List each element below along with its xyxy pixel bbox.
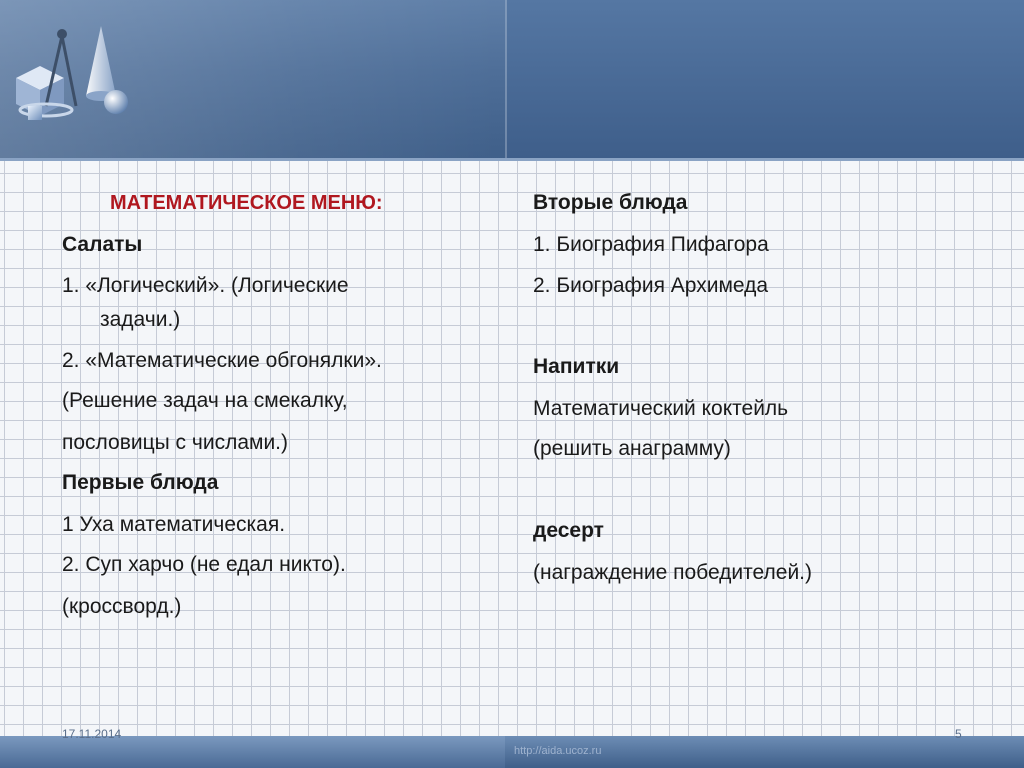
- salad-item-2-note: (Решение задач на смекалку,: [62, 389, 348, 412]
- drink-item-1: Математический коктейль: [533, 397, 789, 420]
- salad-item-1: 1. «Логический». (Логические: [62, 274, 349, 297]
- geometry-shapes-icon: [6, 6, 136, 124]
- footer-page-number: 5: [955, 727, 962, 741]
- salad-item-1-continued: задачи.): [100, 308, 181, 331]
- header-divider: [0, 158, 1024, 161]
- dessert-heading: десерт: [533, 519, 604, 542]
- footer-date: 17.11.2014: [62, 727, 122, 741]
- first-course-item-2: 2. Суп харчо (не едал никто).: [62, 553, 346, 576]
- drinks-heading: Напитки: [533, 355, 620, 378]
- salad-item-2-note-continued: пословицы с числами.): [62, 431, 288, 454]
- dessert-item-1: (награждение победителей.): [533, 561, 813, 584]
- footer-url: http://aida.ucoz.ru: [514, 745, 602, 757]
- first-course-item-1: 1 Уха математическая.: [62, 513, 286, 536]
- salads-heading: Салаты: [62, 233, 143, 256]
- menu-title: МАТЕМАТИЧЕСКОЕ МЕНЮ:: [110, 192, 383, 214]
- salad-item-2: 2. «Математические обгонялки».: [62, 349, 382, 372]
- drink-item-1-note: (решить анаграмму): [533, 437, 731, 460]
- first-course-item-2-note: (кроссворд.): [62, 595, 182, 618]
- second-course-item-2: 2. Биография Архимеда: [533, 274, 769, 297]
- header-right-panel: [505, 0, 1024, 160]
- second-courses-heading: Вторые блюда: [533, 191, 688, 214]
- second-course-item-1: 1. Биография Пифагора: [533, 233, 769, 256]
- header-band: [0, 0, 1024, 160]
- first-courses-heading: Первые блюда: [62, 471, 219, 494]
